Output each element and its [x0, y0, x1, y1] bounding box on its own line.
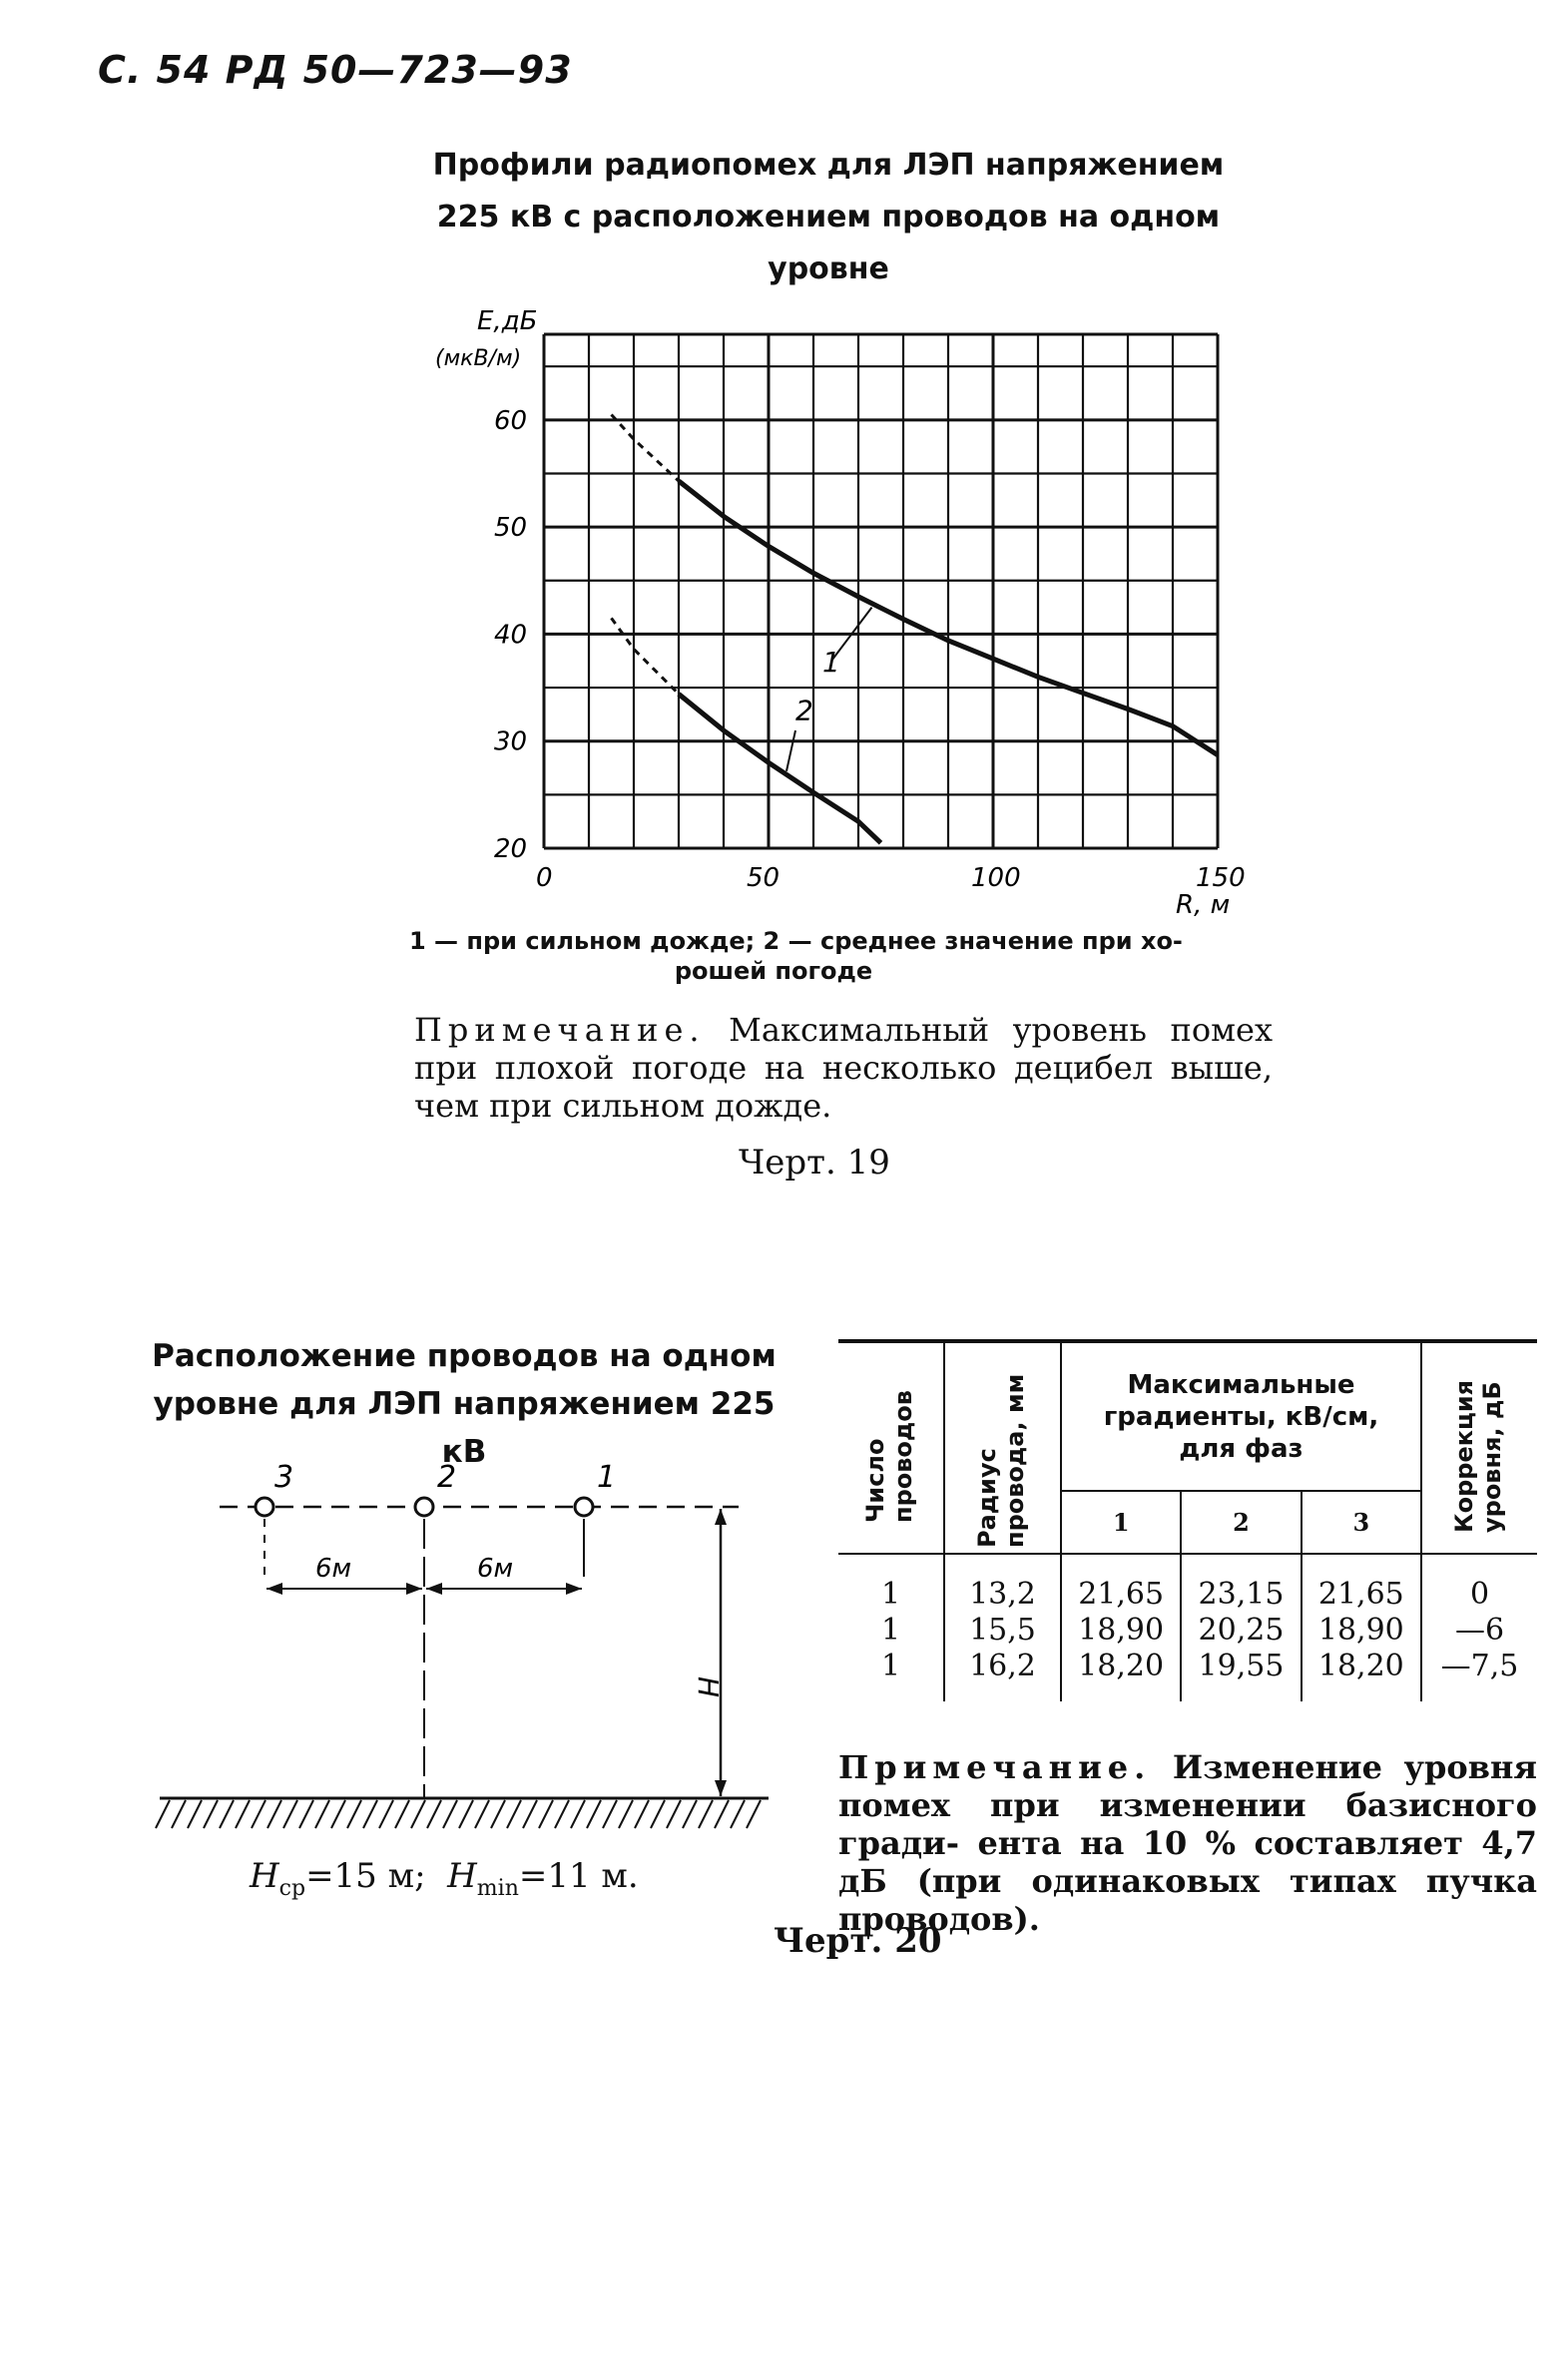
h-avg-sub: ср: [278, 1875, 306, 1901]
series-1-line-dashed: [612, 414, 680, 481]
y-axis-label: Е,дБ: [477, 306, 538, 336]
h-min-symbol: Н: [447, 1856, 477, 1896]
col-radius: Радиус провода, мм: [944, 1341, 1061, 1554]
phase-3-header: 3: [1302, 1491, 1421, 1554]
col-correction: Коррекция уровня, дБ: [1421, 1341, 1537, 1554]
wire-layout-diagram: [140, 1437, 779, 1860]
spacing-label-left: 6м: [315, 1554, 352, 1584]
chart1-title-line-2: 225 кВ с расположением проводов на одном: [436, 200, 1221, 235]
y-tick-label: 30: [494, 726, 528, 757]
wire-3-icon: [256, 1498, 273, 1516]
x-tick-label: 150: [1196, 863, 1246, 893]
wire-label-1: 1: [597, 1460, 617, 1495]
legend-line-2: рошей погоде: [674, 957, 873, 985]
series-2-line-dashed: [612, 618, 680, 694]
figure-20-caption: Черт. 20: [774, 1921, 942, 1961]
chart1-note-body: Максимальный уровень помех при плохой погоде на несколько децибел выше, чем при сильном дожде.: [414, 1011, 1273, 1125]
y-tick-label: 50: [494, 513, 528, 544]
ground-hatching: [156, 1800, 761, 1828]
col-gradients: Максимальные градиенты, кВ/см, для фаз: [1061, 1341, 1421, 1491]
wire-label-3: 3: [274, 1460, 294, 1495]
h-avg-value: =15 м;: [305, 1856, 448, 1896]
chart1-title-line-3: уровне: [768, 251, 889, 286]
height-label: Н: [692, 1676, 725, 1698]
chart1-legend: [409, 926, 1268, 986]
h-min-sub: min: [476, 1875, 519, 1901]
wire-1-icon: [575, 1498, 593, 1516]
legend-line-1: 1 — при сильном дожде; 2 — среднее значение при хо-: [409, 927, 1183, 955]
chart-radio-interference: [419, 289, 1258, 932]
chart-grid: [544, 334, 1218, 848]
h-avg-symbol: Н: [250, 1856, 279, 1896]
curve-label-2: 2: [795, 694, 813, 727]
page-header: С. 54 РД 50—723—93: [98, 48, 573, 92]
wire-label-2: 2: [437, 1460, 457, 1495]
gradient-table: [838, 1339, 1537, 1701]
col-wire-count: Число проводов: [838, 1341, 944, 1554]
layout-title-line-2: уровне для ЛЭП напряжением 225 кВ: [153, 1386, 776, 1470]
figure-19-caption: Черт. 19: [739, 1143, 890, 1183]
x-tick-label: 0: [536, 863, 553, 893]
chart1-note-prefix: Примечание.: [414, 1011, 706, 1049]
chart-series: [612, 414, 1219, 842]
y-axis-unit: (мкВ/м): [435, 346, 522, 371]
chart1-note: [414, 1011, 1273, 1125]
x-axis-label: R, м: [1176, 890, 1231, 920]
layout-title-line-1: Расположение проводов на одном: [152, 1338, 777, 1374]
chart1-title: [419, 140, 1238, 295]
phase-2-header: 2: [1181, 1491, 1301, 1554]
x-tick-label: 100: [971, 863, 1021, 893]
wire-2-icon: [415, 1498, 433, 1516]
heights-formula: [250, 1856, 639, 1901]
table-note-prefix: Примечание.: [838, 1748, 1152, 1786]
series-2-line: [679, 695, 881, 843]
h-min-value: =11 м.: [518, 1856, 639, 1896]
chart-ticks: [494, 406, 1246, 893]
table-note-body: Изменение уровня помех при изменении базисного гради- ента на 10 % составляет 4,7 дБ (при одинаковых типах пучка проводов).: [838, 1748, 1537, 1938]
curve-label-1: 1: [822, 645, 840, 679]
table-note: [838, 1748, 1537, 1938]
y-tick-label: 40: [494, 620, 528, 651]
chart1-title-line-1: Профили радиопомех для ЛЭП напряжением: [432, 148, 1225, 183]
spacing-label-right: 6м: [477, 1554, 514, 1584]
y-tick-label: 20: [494, 834, 528, 864]
table-row: 1 13,2 21,65 23,15 21,65 0: [838, 1576, 1537, 1612]
x-tick-label: 50: [747, 863, 781, 893]
y-tick-label: 60: [494, 405, 528, 436]
table-row: 1 15,5 18,90 20,25 18,90 —6: [838, 1612, 1537, 1648]
phase-1-header: 1: [1061, 1491, 1181, 1554]
table-row: 1 16,2 18,20 19,55 18,20 —7,5: [838, 1648, 1537, 1683]
